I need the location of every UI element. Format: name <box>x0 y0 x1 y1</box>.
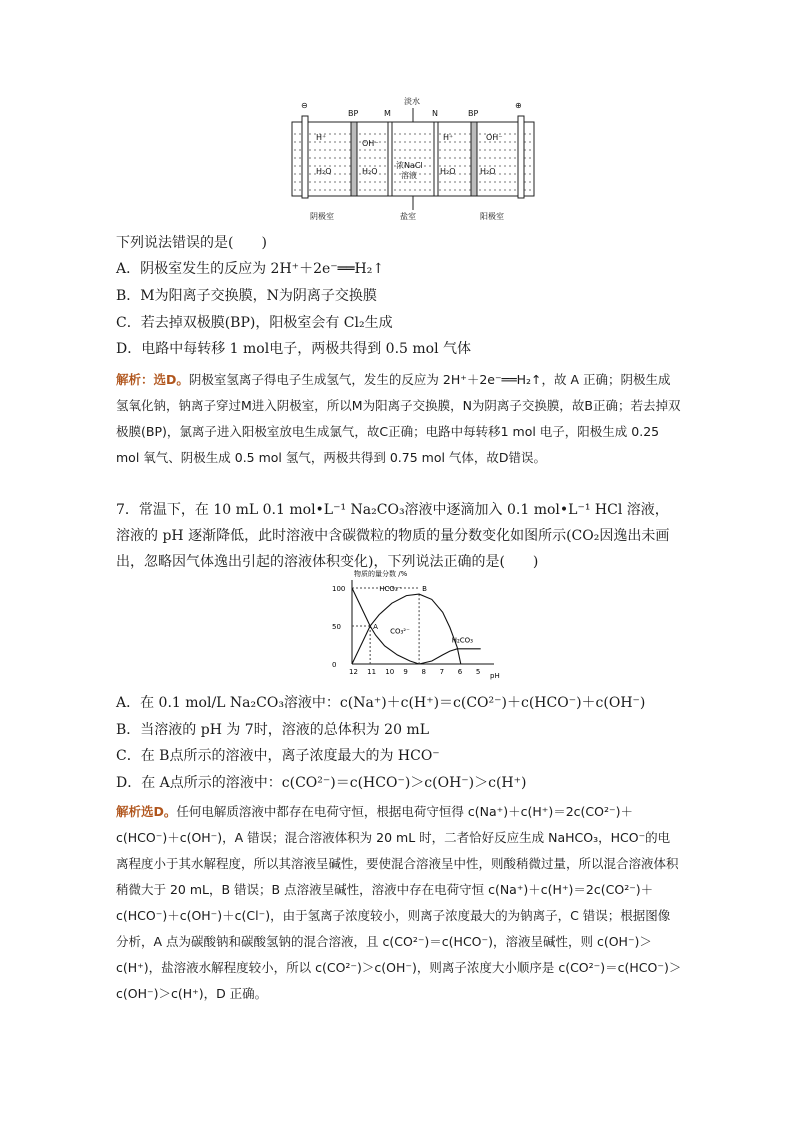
series-label: H₂CO₃ <box>451 636 474 645</box>
bp-left-label: BP <box>348 109 359 118</box>
q7-option-a: A．在 0.1 mol/L Na₂CO₃溶液中：c(Na⁺)＋c(H⁺)＝c(CO²⁻)＋c(HCO⁻)＋c(OH⁻) <box>116 695 646 711</box>
series-line <box>352 588 419 664</box>
q7-option-b: B．当溶液的 pH 为 7时，溶液的总体积为 20 mL <box>116 722 430 738</box>
q6-option-a: A．阴极室发生的反应为 2H⁺＋2e⁻══H₂↑ <box>116 261 385 277</box>
oh-ion-right: OH⁻ <box>486 133 503 142</box>
h2o-left: H₂O <box>316 167 332 176</box>
n-membrane-label: N <box>432 109 438 118</box>
m-membrane-label: M <box>384 109 391 118</box>
fresh-water-label: 淡水 <box>404 97 420 106</box>
chart-title: 物质的量分数 /% <box>354 570 408 578</box>
x-tick-label: 10 <box>385 668 395 676</box>
h2o-right: H₂O <box>440 167 456 176</box>
q7-analysis <box>116 799 682 1007</box>
bp-right-label: BP <box>468 109 479 118</box>
y-tick-label: 50 <box>332 623 341 631</box>
x-tick-label: 8 <box>421 668 427 676</box>
h-ion-right: H⁺ <box>443 133 454 142</box>
point-label: B <box>422 585 427 594</box>
y-tick-label: 0 <box>332 661 337 669</box>
h2o-left-2: H₂O <box>362 167 378 176</box>
nacl-label: 浓NaCl <box>396 161 423 170</box>
x-tick-label: 6 <box>457 668 463 676</box>
anode-chamber-label: 阳极室 <box>480 212 504 221</box>
q6-option-c: C．若去掉双极膜(BP)，阳极室会有 Cl₂生成 <box>116 315 393 331</box>
q6-analysis-label: 解析：选D。 <box>116 372 189 387</box>
x-tick-label: 5 <box>475 668 481 676</box>
point-label: A <box>373 623 378 631</box>
x-tick-label: 12 <box>349 668 358 676</box>
species-fraction-chart <box>330 566 500 686</box>
oh-ion-left: OH⁻ <box>362 139 379 148</box>
series-label: CO₃²⁻ <box>390 627 410 636</box>
x-axis-label: pH <box>490 672 500 680</box>
x-tick-label: 9 <box>403 668 408 676</box>
minus-electrode-label: ⊖ <box>301 101 308 110</box>
series-label: HCO₃⁻ <box>379 585 402 594</box>
h-ion-left: H⁺ <box>316 133 327 142</box>
y-tick-label: 100 <box>332 585 346 593</box>
q7-analysis-label: 解析选D。 <box>116 804 177 819</box>
q6-analysis-text: 阴极室氢离子得电子生成氢气，发生的反应为 2H⁺＋2e⁻══H₂↑，故 A 正确；阴极生成氢氧化钠，钠离子穿过M进入阴极室，所以M为阳离子交换膜，N为阴离子交换膜，故B正确；若去掉双极膜(BP)，氯离子进入阳极室放电生成氯气，故C正确；电路中每转移1 mol 电子，阳极生成 0.25 mol 氧气、阴极生成 0.5 mol 氢气，两极共得到 0.75 mol 气体，故D错误。 <box>116 372 681 465</box>
salt-chamber-label: 盐室 <box>400 212 416 221</box>
cathode-chamber-label: 阴极室 <box>310 212 334 221</box>
q7-stem: 7．常温下，在 10 mL 0.1 mol•L⁻¹ Na₂CO₃溶液中逐滴加入 0.1 mol•L⁻¹ HCl 溶液，溶液的 pH 逐渐降低，此时溶液中含碳微粒的物质的量分数变化如图所示(CO₂因逸出未画出，忽略因气体逸出引起的溶液体积变化)，下列说法正确的是( ) <box>116 502 670 570</box>
q7-option-d: D．在 A点所示的溶液中：c(CO²⁻)＝c(HCO⁻)＞c(OH⁻)＞c(H⁺) <box>116 775 527 791</box>
q7-option-c: C．在 B点所示的溶液中，离子浓度最大的为 HCO⁻ <box>116 748 440 764</box>
q6-option-b: B．M为阳离子交换膜，N为阴离子交换膜 <box>116 288 377 304</box>
q6-prompt: 下列说法错误的是( ) <box>116 235 267 251</box>
plus-electrode-label: ⊕ <box>515 101 522 110</box>
h2o-right-2: H₂O <box>480 167 496 176</box>
x-tick-label: 11 <box>367 668 377 676</box>
x-tick-label: 7 <box>439 668 445 676</box>
series-line <box>419 649 481 664</box>
solution-label: 溶液 <box>401 171 417 180</box>
q6-option-d: D．电路中每转移 1 mol电子，两极共得到 0.5 mol 气体 <box>116 341 472 357</box>
q7-analysis-text: 任何电解质溶液中都存在电荷守恒，根据电荷守恒得 c(Na⁺)＋c(H⁺)＝2c(CO²⁻)＋c(HCO⁻)＋c(OH⁻)，A 错误；混合溶液体积为 20 mL 时，二者恰好反应生成 NaHCO₃，HCO⁻的电离程度小于其水解程度，所以其溶液呈碱性，要使混合溶液呈中性，则酸稍微过量，所以混合溶液体积稍微大于 20 mL，B 错误；B 点溶液呈碱性，溶液中存在电荷守恒 c(Na⁺)＋c(H⁺)＝2c(CO²⁻)＋c(HCO⁻)＋c(OH⁻)＋c(Cl⁻)，由于氢离子浓度较小，则离子浓度最大的为钠离子，C 错误；根据图像分析，A 点为碳酸钠和碳酸氢钠的混合溶液，且 c(CO²⁻)＝c(HCO⁻)，溶液呈碱性，则 c(OH⁻)＞c(H⁺)，盐溶液水解程度较小，所以 c(CO²⁻)＞c(OH⁻)，则离子浓度大小顺序是 c(CO²⁻)＝c(HCO⁻)＞c(OH⁻)＞c(H⁺)，D 正确。 <box>116 804 682 1001</box>
q6-analysis <box>116 367 682 471</box>
electrolysis-cell-diagram <box>288 94 538 226</box>
